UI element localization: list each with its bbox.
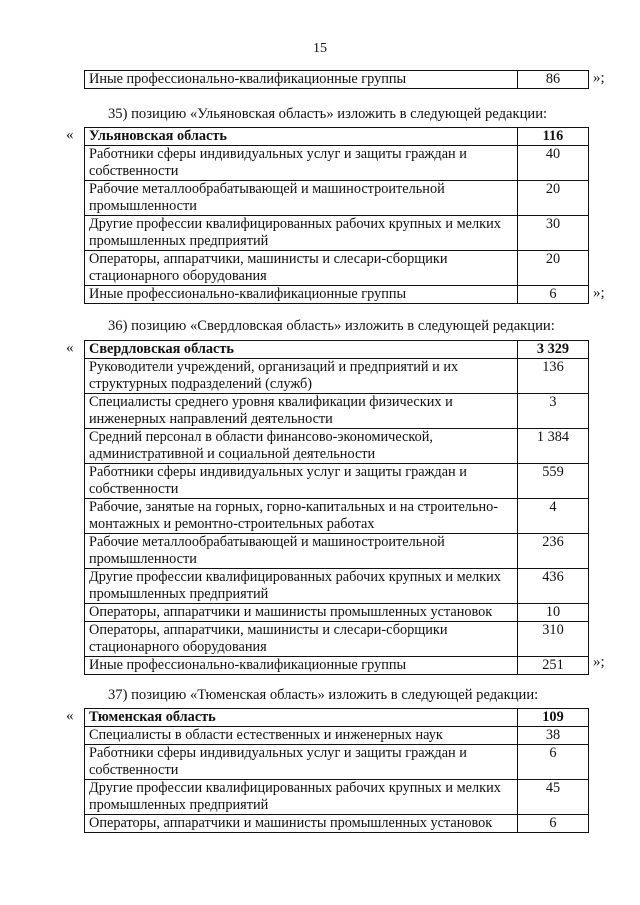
row-value: 3: [518, 394, 589, 429]
row-label: Специалисты среднего уровня квалификации физических и инженерных направлений деятельности: [85, 394, 518, 429]
table-row: [85, 181, 589, 216]
row-label: Другие профессии квалифицированных рабочих крупных и мелких промышленных предприятий: [85, 216, 518, 251]
row-label: Рабочие, занятые на горных, горно-капитальных и на строительно-монтажных и ремонтно-строительных работах: [85, 499, 518, 534]
closing-quote: »;: [593, 70, 605, 86]
row-value: 136: [518, 359, 589, 394]
opening-quote: «: [66, 708, 74, 724]
table-row: [85, 727, 589, 745]
table-row: [85, 286, 589, 304]
table-row: [85, 815, 589, 833]
table-row: [85, 780, 589, 815]
row-label: Рабочие металлообрабатывающей и машиностроительной промышленности: [85, 181, 518, 216]
row-label: Работники сферы индивидуальных услуг и защиты граждан и собственности: [85, 745, 518, 780]
section-heading: 37) позицию «Тюменская область» изложить в следующей редакции:: [108, 687, 539, 703]
row-label: Иные профессионально-квалификационные группы: [85, 71, 518, 89]
row-value: 6: [518, 286, 589, 304]
region-table-sverdlovsk: [84, 340, 589, 675]
table-row: [85, 251, 589, 286]
row-label: Иные профессионально-квалификационные группы: [85, 657, 518, 675]
table-row: [85, 709, 589, 727]
table-row: [85, 745, 589, 780]
table-row: [85, 394, 589, 429]
table-row: [85, 657, 589, 675]
region-total: 3 329: [518, 341, 589, 359]
region-total: 109: [518, 709, 589, 727]
row-value: 45: [518, 780, 589, 815]
row-label: Средний персонал в области финансово-экономической, административной и социальной деятельности: [85, 429, 518, 464]
row-label: Иные профессионально-квалификационные группы: [85, 286, 518, 304]
section-heading: 36) позицию «Свердловская область» изложить в следующей редакции:: [108, 318, 555, 334]
row-value: 436: [518, 569, 589, 604]
table-row: [85, 359, 589, 394]
continuation-table: [84, 70, 589, 89]
closing-quote: »;: [593, 654, 605, 670]
row-value: 10: [518, 604, 589, 622]
row-label: Рабочие металлообрабатывающей и машиностроительной промышленности: [85, 534, 518, 569]
region-table-ulyanovsk: [84, 127, 589, 304]
table-row: [85, 341, 589, 359]
row-value: 6: [518, 815, 589, 833]
row-value: 86: [518, 71, 589, 89]
row-value: 20: [518, 181, 589, 216]
row-value: 4: [518, 499, 589, 534]
row-label: Операторы, аппаратчики и машинисты промышленных установок: [85, 604, 518, 622]
opening-quote: «: [66, 340, 74, 356]
table-row: [85, 622, 589, 657]
row-value: 310: [518, 622, 589, 657]
row-label: Другие профессии квалифицированных рабочих крупных и мелких промышленных предприятий: [85, 780, 518, 815]
region-name: Тюменская область: [85, 709, 518, 727]
table-row: [85, 604, 589, 622]
row-value: 40: [518, 146, 589, 181]
closing-quote: »;: [593, 285, 605, 301]
row-value: 38: [518, 727, 589, 745]
row-value: 236: [518, 534, 589, 569]
table-row: [85, 146, 589, 181]
row-label: Работники сферы индивидуальных услуг и защиты граждан и собственности: [85, 146, 518, 181]
opening-quote: «: [66, 127, 74, 143]
row-label: Специалисты в области естественных и инженерных наук: [85, 727, 518, 745]
table-row: [85, 71, 589, 89]
row-label: Другие профессии квалифицированных рабочих крупных и мелких промышленных предприятий: [85, 569, 518, 604]
row-label: Операторы, аппаратчики и машинисты промышленных установок: [85, 815, 518, 833]
section-heading: 35) позицию «Ульяновская область» изложить в следующей редакции:: [108, 106, 548, 122]
region-table-tyumen: [84, 708, 589, 833]
row-label: Работники сферы индивидуальных услуг и защиты граждан и собственности: [85, 464, 518, 499]
table-row: [85, 128, 589, 146]
table-row: [85, 216, 589, 251]
table-row: [85, 464, 589, 499]
row-value: 251: [518, 657, 589, 675]
row-label: Операторы, аппаратчики, машинисты и слесари-сборщики стационарного оборудования: [85, 251, 518, 286]
region-name: Ульяновская область: [85, 128, 518, 146]
table-row: [85, 429, 589, 464]
row-value: 20: [518, 251, 589, 286]
region-name: Свердловская область: [85, 341, 518, 359]
table-row: [85, 534, 589, 569]
page-number: 15: [313, 41, 327, 56]
row-value: 30: [518, 216, 589, 251]
row-value: 559: [518, 464, 589, 499]
row-value: 6: [518, 745, 589, 780]
row-label: Операторы, аппаратчики, машинисты и слесари-сборщики стационарного оборудования: [85, 622, 518, 657]
row-label: Руководители учреждений, организаций и предприятий и их структурных подразделений (служб): [85, 359, 518, 394]
region-total: 116: [518, 128, 589, 146]
row-value: 1 384: [518, 429, 589, 464]
table-row: [85, 499, 589, 534]
table-row: [85, 569, 589, 604]
